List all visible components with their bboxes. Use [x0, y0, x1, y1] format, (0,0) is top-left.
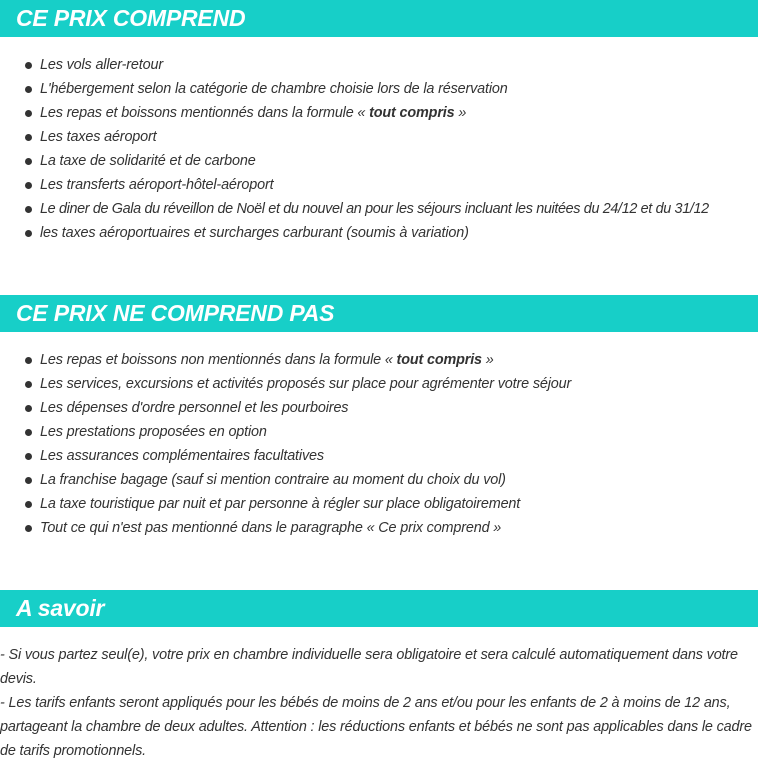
list-item: Les prestations proposées en option: [0, 420, 758, 444]
list-item: Les services, excursions et activités proposés sur place pour agrémenter votre séjour: [0, 372, 758, 396]
list-item: Le diner de Gala du réveillon de Noël et du nouvel an pour les séjours incluant les nuitées du 24/12 et du 31/12: [0, 197, 758, 221]
included-list: [0, 53, 758, 245]
list-item: les taxes aéroportuaires et surcharges carburant (soumis à variation): [0, 221, 758, 245]
info-paragraph: - Si vous partez seul(e), votre prix en chambre individuelle sera obligatoire et sera calculé automatiquement dans votre devis.: [0, 647, 738, 687]
section-header-a-savoir: A savoir: [0, 590, 758, 627]
list-item: La taxe touristique par nuit et par personne à régler sur place obligatoirement: [0, 492, 758, 516]
list-item: L'hébergement selon la catégorie de chambre choisie lors de la réservation: [0, 77, 758, 101]
list-item: Les dépenses d'ordre personnel et les pourboires: [0, 396, 758, 420]
section-header-included: CE PRIX COMPREND: [0, 0, 758, 37]
list-item: Les assurances complémentaires facultatives: [0, 444, 758, 468]
info-paragraph: - Les tarifs enfants seront appliqués pour les bébés de moins de 2 ans et/ou pour les enfants de 2 à moins de 12 ans, partageant la chambre de deux adultes. Attention : les réductions enfants et bébés ne sont pas applicables dans le cadre de tarifs promotionnels.: [0, 695, 752, 759]
not-included-list: [0, 348, 758, 540]
list-item: Tout ce qui n'est pas mentionné dans le paragraphe « Ce prix comprend »: [0, 516, 758, 540]
list-item: Les vols aller-retour: [0, 53, 758, 77]
list-item: La franchise bagage (sauf si mention contraire au moment du choix du vol): [0, 468, 758, 492]
list-item: Les repas et boissons non mentionnés dans la formule « tout compris »: [0, 348, 758, 372]
list-item: Les repas et boissons mentionnés dans la formule « tout compris »: [0, 101, 758, 125]
list-item: Les taxes aéroport: [0, 125, 758, 149]
list-item: Les transferts aéroport-hôtel-aéroport: [0, 173, 758, 197]
section-header-not-included: CE PRIX NE COMPREND PAS: [0, 295, 758, 332]
info-block: [0, 643, 752, 763]
list-item: La taxe de solidarité et de carbone: [0, 149, 758, 173]
